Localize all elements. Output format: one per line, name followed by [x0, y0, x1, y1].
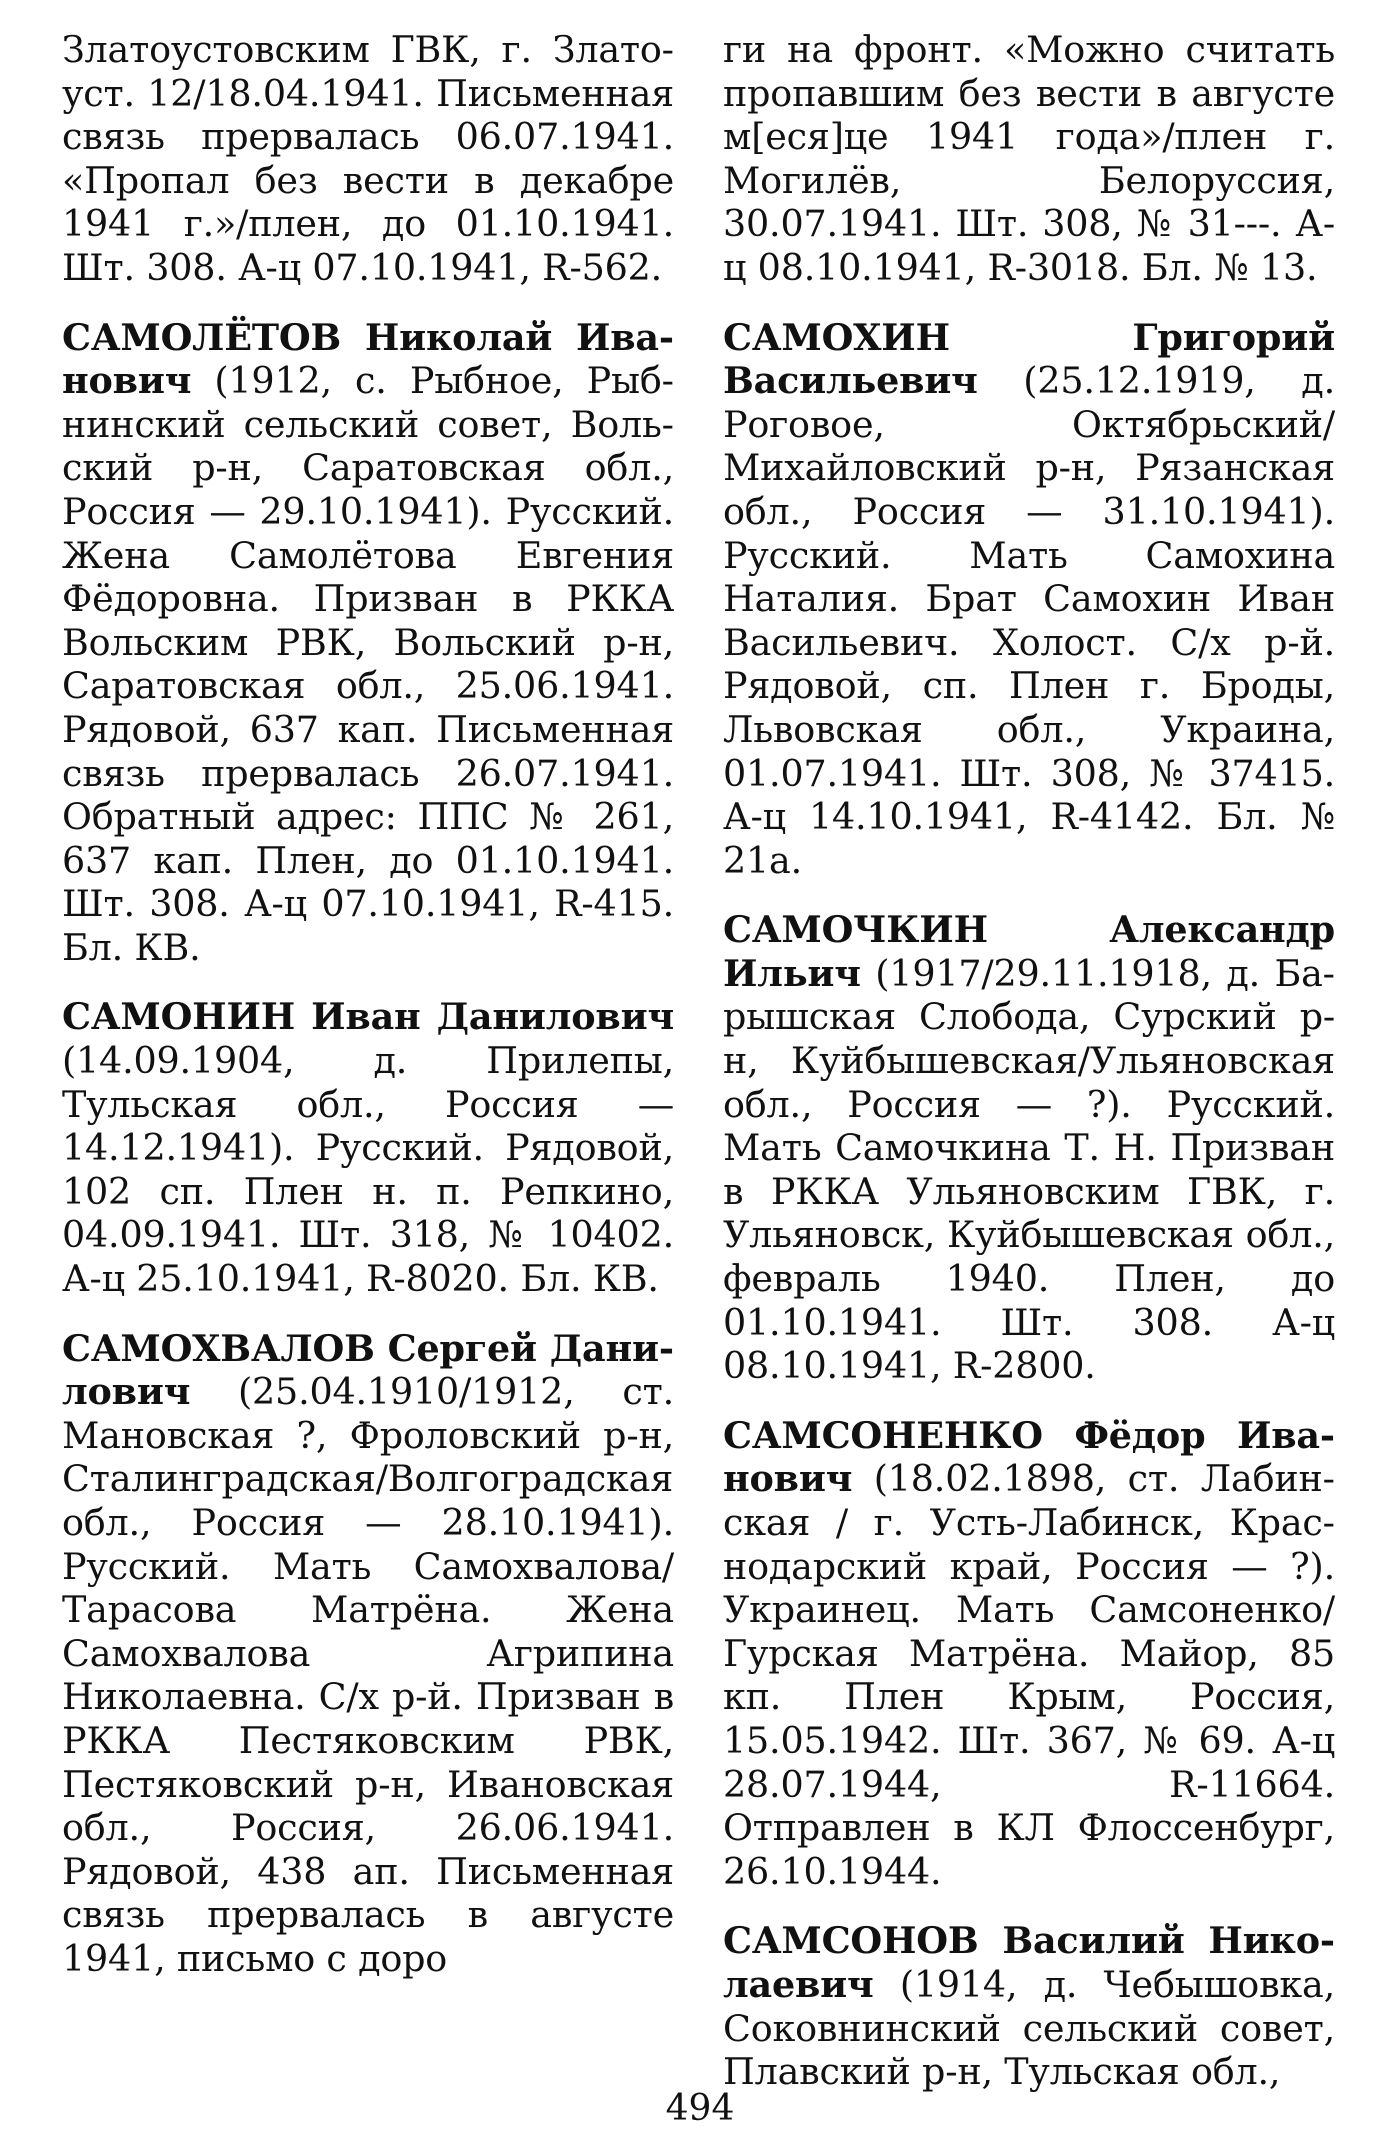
entry-text: ги на фронт. «Можно считать пропавшим без вести в августе м[еся]це 1941 года»/плен г. Могилёв, Белоруссия, 30.07.1941. Шт. 308, № 31---. А-ц 08.10.1941, R-3018. Бл. № 13. — [723, 28, 1335, 289]
entry-samochkin — [723, 908, 1335, 1388]
entry-name: САМОЧКИН Александр Ильич — [723, 908, 1335, 995]
entry-name: САМОХИН Григорий Васильевич — [723, 315, 1335, 403]
entry-text: Златоустовским ГВК, г. Златоуст. 12/18.04.1941. Письменная связь прервалась 06.07.1941. «Пропал без вести в декабре 1941 г.»/плен, до 01.10.1941. Шт. 308. А-ц 07.10.1941, R-562. — [62, 28, 674, 289]
entry-name: САМОХВАЛОВ Сергей Данилович — [62, 1326, 674, 1414]
page-number: 494 — [665, 2088, 735, 2129]
entry-samsonov — [723, 1919, 1335, 2093]
entry-text: (1917/29.11.1918, д. Барышская Слобода, Сурский р-н, Куйбышевская/Ульяновская обл., Россия — ?). Русский. Мать Самочкина Т. Н. Призван в РККА Ульяновским ГВК, г. Ульяновск, Куйбышевская обл., февраль 1940. Плен, до 01.10.1941. Шт. 308. А-ц 08.10.1941, R-2800. — [723, 951, 1335, 1388]
entry-name: САМОЛЁТОВ Николай Иванович — [62, 315, 674, 403]
entry-samokhin — [723, 316, 1335, 883]
left-column — [62, 28, 674, 2007]
entry-samonin — [62, 995, 674, 1300]
entry-name: САМСОНЕНКО Фёдор Иванович — [723, 1413, 1335, 1501]
entry-continuation — [723, 28, 1335, 290]
entry-text: (18.02.1898, ст. Лабинская / г. Усть-Лабинск, Краснодарский край, Россия — ?). Украинец. Мать Самсоненко/ Гурская Матрёна. Майор, 85 кп. Плен Крым, Россия, 15.05.1942. Шт. 367, № 69. А-ц 28.07.1944, R-11664. Отправлен в КЛ Флоссенбург, 26.10.1944. — [723, 1457, 1335, 1893]
entry-text: (14.09.1904, д. Прилепы, Тульская обл., Россия — 14.12.1941). Русский. Рядовой, 102 сп. Плен н. п. Репкино, 04.09.1941. Шт. 318, № 10402. А-ц 25.10.1941, R-8020. Бл. КВ. — [62, 1039, 674, 1301]
entry-text: (25.12.1919, д. Роговое, Октябрьский/Михайловский р-н, Рязанская обл., Россия — 31.10.1941). Русский. Мать Самохина Наталия. Брат Самохин Иван Васильевич. Холост. С/х р-й. Рядовой, сп. Плен г. Броды, Львовская обл., Украина, 01.07.1941. Шт. 308, № 37415. А-ц 14.10.1941, R-4142. Бл. № 21а. — [723, 359, 1335, 882]
entry-samsonenko — [723, 1414, 1335, 1894]
entry-name: САМСОНОВ Василий Николаевич — [723, 1919, 1335, 2006]
entry-continuation — [62, 28, 674, 290]
entry-text: (1912, с. Рыбное, Рыбнинский сельский совет, Вольский р-н, Саратовская обл., Россия — 29.10.1941). Русский. Жена Самолётова Евгения Фёдоровна. Призван в РККА Вольским РВК, Вольский р-н, Саратовская обл., 25.06.1941. Рядовой, 637 кап. Письменная связь прервалась 26.07.1941. Обратный адрес: ППС № 261, 637 кап. Плен, до 01.10.1941. Шт. 308. А-ц 07.10.1941, R-415. Бл. КВ. — [62, 359, 674, 969]
entry-name: САМОНИН Иван Данилович — [62, 995, 674, 1039]
entry-samolyotov — [62, 316, 674, 970]
entry-text: (1914, д. Чебышовка, Соковнинский сельский совет, Плавский р-н, Тульская обл., — [723, 1962, 1335, 2094]
entry-samokhvalov — [62, 1327, 674, 1981]
entry-text: (25.04.1910/1912, ст. Мановская ?, Фроловский р-н, Сталинградская/Волгоградская обл., Россия — 28.10.1941). Русский. Мать Самохвалова/ Тарасова Матрёна. Жена Самохвалова Агрипина Николаевна. С/х р-й. Призван в РККА Пестяковским РВК, Пестяковский р-н, Ивановская обл., Россия, 26.06.1941. Рядовой, 438 ап. Письменная связь прервалась в августе 1941, письмо с доро — [62, 1370, 674, 1980]
right-column — [723, 28, 1335, 2120]
